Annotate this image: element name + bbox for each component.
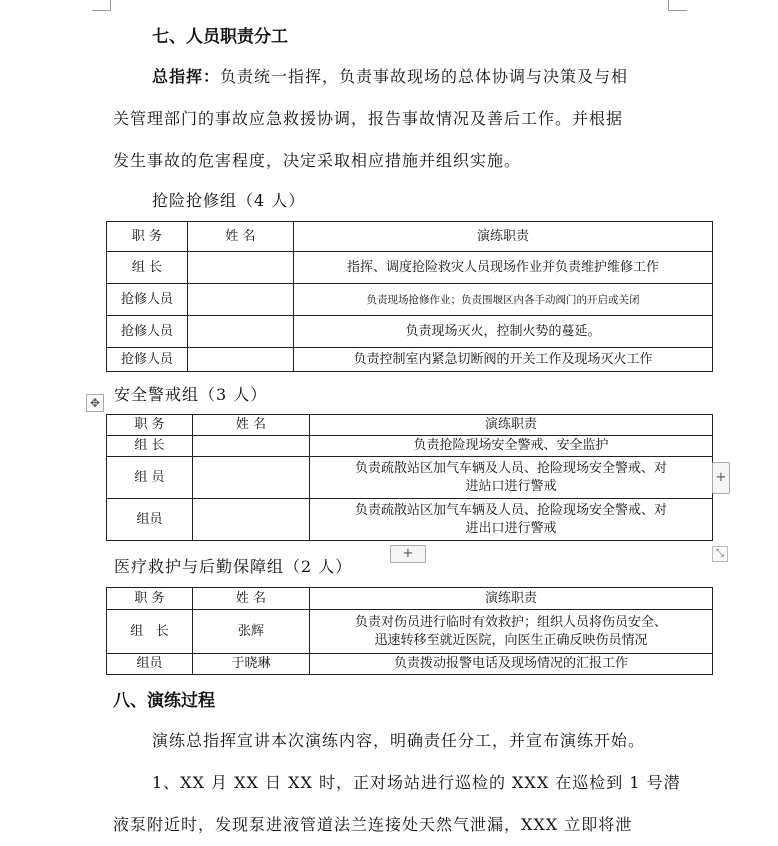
- cell-duty: 负责控制室内紧急切断阀的开关工作及现场灭火工作: [294, 348, 713, 372]
- duty-line: 负责疏散站区加气车辆及人员、抢险现场安全警戒、对: [354, 502, 667, 518]
- cell-duty: [310, 499, 713, 541]
- duty-line: 进站口进行警戒: [465, 478, 557, 494]
- table-row: [107, 499, 713, 541]
- cell-duty: [310, 610, 713, 654]
- duty-line: 进出口进行警戒: [465, 520, 557, 536]
- header-name: 姓 名: [193, 415, 310, 436]
- cell-duty: [310, 457, 713, 499]
- cell-name: [188, 348, 294, 372]
- table-row: [107, 457, 713, 499]
- cell-name: [188, 316, 294, 348]
- cell-role: 抢修人员: [107, 284, 188, 316]
- add-column-button[interactable]: +: [712, 462, 730, 494]
- header-role: 职 务: [107, 222, 188, 252]
- cell-role: 组员: [107, 499, 193, 541]
- security-group-table: [106, 414, 713, 541]
- cell-role: 抢修人员: [107, 316, 188, 348]
- drill-paragraph-1: 演练总指挥宣讲本次演练内容，明确责任分工，并宣布演练开始。: [152, 731, 646, 750]
- duty-line: 负责抢险现场安全警戒、安全监护: [413, 438, 609, 453]
- commander-label: 总指挥：: [152, 67, 221, 86]
- commander-paragraph-line2: 关管理部门的事故应急救援协调，报告事故情况及善后工作。并根据: [113, 109, 624, 128]
- cell-duty: 指挥、调度抢险救灾人员现场作业并负责维护维修工作: [294, 252, 713, 284]
- cell-role: 组员: [107, 654, 193, 675]
- duty-line: 负责拨动报警电话及现场情况的汇报工作: [393, 656, 628, 671]
- table-header-row: [107, 415, 713, 436]
- header-duty: 演练职责: [294, 222, 713, 252]
- header-duty: 演练职责: [310, 415, 713, 436]
- cell-duty: [310, 654, 713, 675]
- group-title-security: 安全警戒组（3 人）: [114, 385, 268, 404]
- page-corner-mark-right: [668, 0, 687, 11]
- commander-paragraph-line3: 发生事故的危害程度，决定采取相应措施并组织实施。: [113, 151, 522, 170]
- cell-duty: 负责现场灭火，控制火势的蔓延。: [294, 316, 713, 348]
- commander-text: 负责统一指挥，负责事故现场的总体协调与决策及与相: [220, 67, 629, 86]
- table-row: [107, 610, 713, 654]
- cell-role: 抢修人员: [107, 348, 188, 372]
- move-icon[interactable]: ✥: [86, 394, 104, 412]
- cell-name: [193, 499, 310, 541]
- cell-name: [188, 252, 294, 284]
- cell-role: 组 长: [107, 610, 193, 654]
- group-title-medical: 医疗救护与后勤保障组（2 人）: [114, 557, 353, 576]
- cell-name: [188, 284, 294, 316]
- table-row: [107, 252, 713, 284]
- table-row: [107, 654, 713, 675]
- rescue-group-table: [106, 221, 713, 372]
- drill-paragraph-2-line2: 液泵附近时，发现泵进液管道法兰连接处天然气泄漏，XXX 立即将泄: [113, 815, 633, 834]
- header-duty: 演练职责: [310, 588, 713, 610]
- resize-icon[interactable]: ⤡: [712, 546, 728, 562]
- medical-group-table: [106, 587, 713, 675]
- cell-duty: [310, 436, 713, 457]
- cell-role: 组 长: [107, 436, 193, 457]
- cell-name: 于晓琳: [193, 654, 310, 675]
- drill-paragraph-2-line1: 1、XX 月 XX 日 XX 时，正对场站进行巡检的 XXX 在巡检到 1 号潜: [152, 773, 681, 792]
- group-title-rescue: 抢险抢修组（4 人）: [152, 191, 306, 210]
- table-row: [107, 284, 713, 316]
- table-header-row: [107, 588, 713, 610]
- commander-paragraph-line1: [152, 64, 628, 87]
- page-corner-mark-left: [92, 0, 111, 11]
- table-header-row: [107, 222, 713, 252]
- table-row: [107, 436, 713, 457]
- cell-duty: 负责现场抢修作业；负责围堰区内各手动阀门的开启或关闭: [294, 284, 713, 316]
- cell-name: [193, 436, 310, 457]
- cell-role: 组 长: [107, 252, 188, 284]
- section-heading-7: 七、人员职责分工: [152, 27, 288, 47]
- duty-line: 负责对伤员进行临时有效救护；组织人员将伤员安全、: [354, 614, 667, 630]
- cell-name: 张辉: [193, 610, 310, 654]
- add-row-button[interactable]: +: [390, 545, 426, 563]
- header-name: 姓 名: [188, 222, 294, 252]
- header-name: 姓 名: [193, 588, 310, 610]
- cell-role: 组 员: [107, 457, 193, 499]
- section-heading-8: 八、演练过程: [113, 691, 215, 711]
- table-row: [107, 316, 713, 348]
- duty-line: 迅速转移至就近医院，向医生正确反映伤员情况: [374, 632, 648, 648]
- cell-name: [193, 457, 310, 499]
- duty-line: 负责疏散站区加气车辆及人员、抢险现场安全警戒、对: [354, 460, 667, 476]
- header-role: 职 务: [107, 588, 193, 610]
- table-row: [107, 348, 713, 372]
- header-role: 职 务: [107, 415, 193, 436]
